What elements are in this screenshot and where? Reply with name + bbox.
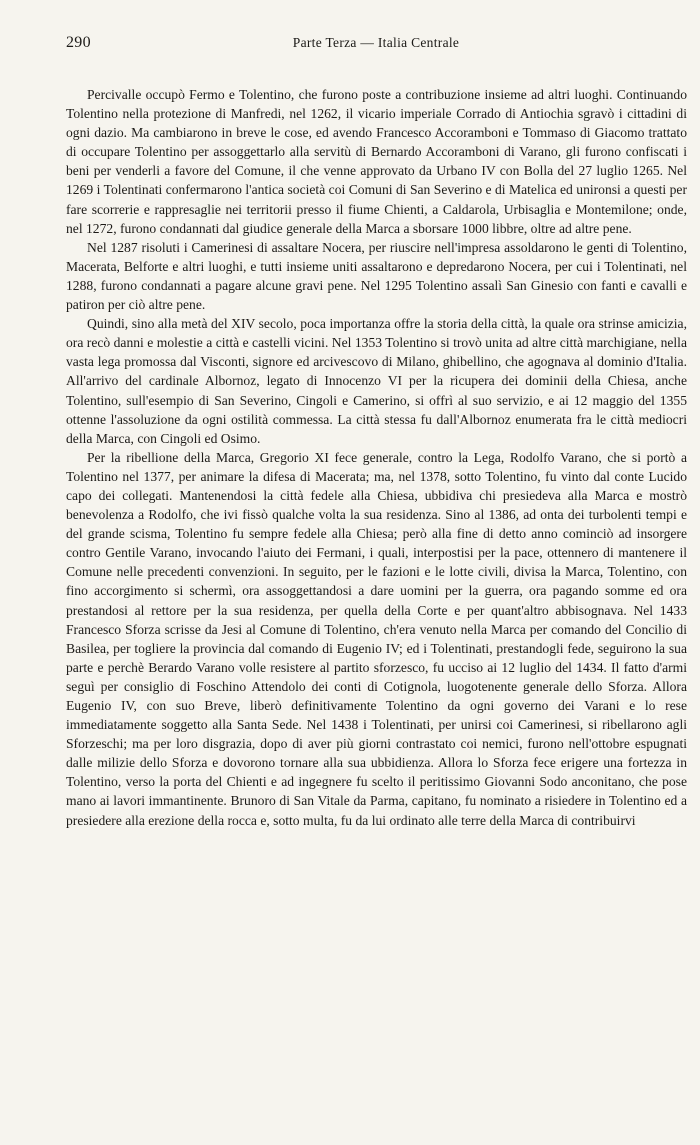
page-number: 290 <box>66 34 91 51</box>
page-header <box>66 34 686 56</box>
paragraph: Quindi, sino alla metà del XIV secolo, poca importanza offre la storia della città, la quale ora strinse amicizia, ora recò danni e molestie a città e castelli vicini. Nel 1353 Tolentino si trovò unita ad altre città marchigiane, nella vasta lega promossa dal Visconti, signore ed arcivescovo di Milano, ghibellino, che agognava al dominio d'Italia. All'arrivo del cardinale Albornoz, legato di Innocenzo VI per la ricupera dei dominii della Chiesa, anche Tolentino, sull'esempio di San Severino, Cingoli e Camerino, si offrì al suo servizio, e ai 12 maggio del 1355 ottenne l'assoluzione da ogni ostilità commessa. La città stessa fu dall'Albornoz enumerata fra le città mediocri della Marca, con Cingoli ed Osimo. <box>66 316 687 446</box>
paragraph: Percivalle occupò Fermo e Tolentino, che furono poste a contribuzione insieme ad altri luoghi. Continuando Tolentino nella protezione di Manfredi, nel 1262, il vicario imperiale Corrado di Antiochia sgravò i cittadini di ogni dazio. Ma cambiarono in breve le cose, ed avendo Francesco Accoramboni e Tommaso di Giacomo trattato di occupare Tolentino per assoggettarlo alla servitù di Bernardo Accoramboni di Varano, gli furono confiscati i beni per venderli a favore del Comune, il che venne approvato da Urbano IV con Bolla del 27 luglio 1265. Nel 1269 i Tolentinati confermarono l'antica società coi Comuni di San Severino e di Matelica ed unironsi a questi per fare scorrerie e rappresaglie nei territorii presso il fiume Chienti, a Caldarola, Urbisaglia e Montemilone; onde, nel 1272, furono condannati dal giudice generale della Marca a sborsare 1000 libbre, oltre ad altre pene. <box>66 87 687 236</box>
running-head: Parte Terza — Italia Centrale <box>292 35 460 50</box>
paragraph: Per la ribellione della Marca, Gregorio XI fece generale, contro la Lega, Rodolfo Varano, che si portò a Tolentino nel 1377, per animare la difesa di Macerata; ma, nel 1378, sotto Tolentino, fu vinto dal conte Lucido capo dei collegati. Mantenendosi la città fedele alla Chiesa, ubbidiva chi presiedeva alla Marca e mostrò benevolenza a Rodolfo, che ivi fissò qualche volta la sua residenza. Sino al 1386, ad onta dei turbolenti tempi e del grande scisma, Tolentino fu sempre fedele alla Chiesa; però alla fine di detto anno cominciò ad insorgere contro Gentile Varano, invocando l'aiuto dei Fermani, i quali, interpostisi per la pace, ottennero di mantenere il Comune nelle precedenti convenzioni. In seguito, per le fazioni e le lotte civili, divisa la Marca, Tolentino, con fino accorgimento si schermì, ora assoggettandosi a dare uomini per la guerra, ora pagando somme ed ora prestandosi al rettore per la sua residenza, per quella della Corte e per quant'altro abbisognava. Nel 1433 Francesco Sforza scrisse da Jesi al Comune di Tolentino, ch'era venuto nella Marca per comando del Concilio di Basilea, per togliere la provincia dal comando di Eugenio IV; ed i Tolentinati, prestandogli fede, seguirono la sua parte e perchè Berardo Varano volle resistere al partito sforzesco, fu ucciso ai 12 luglio del 1434. Il fatto d'armi seguì per consiglio di Foschino Attendolo dei conti di Cotignola, luogotenente generale dello Sforza. Allora Eugenio IV, con suo Breve, liberò definitivamente Tolentino da ogni governo dei Varani e lo rese immediatamente soggetto alla Santa Sede. Nel 1438 i Tolentinati, per unirsi coi Camerinesi, si ribellarono agli Sforzeschi; ma per loro disgrazia, dopo di aver più giorni contrastato coi nemici, furono nell'ottobre espugnati dalle milizie dello Sforza e dovorono tornare alla sua ubbidienza. Allora lo Sforza fece erigere una fortezza in Tolentino, verso la porta del Chienti e ad ingegnere fu scelto il peritissimo Giovanni Sodo anconitano, che pose mano ai lavori immantinente. Brunoro di San Vitale da Parma, capitano, fu nominato a risiedere in Tolentino ed a presiedere alla erezione della rocca e, sotto multa, fu da lui ordinato alle terre della Marca di contribuirvi <box>66 449 687 828</box>
paragraph: Nel 1287 risoluti i Camerinesi di assaltare Nocera, per riuscire nell'impresa assoldarono le genti di Tolentino, Macerata, Belforte e altri luoghi, e tutti insieme uniti assaltarono e depredarono Nocera, per cui i Tolentinati, nel 1288, furono condannati a pagare alcune gravi pene. Nel 1295 Tolentino assalì San Ginesio con fanti e cavalli e patiron per ciò altre pene. <box>66 239 687 313</box>
body-text <box>66 85 687 830</box>
